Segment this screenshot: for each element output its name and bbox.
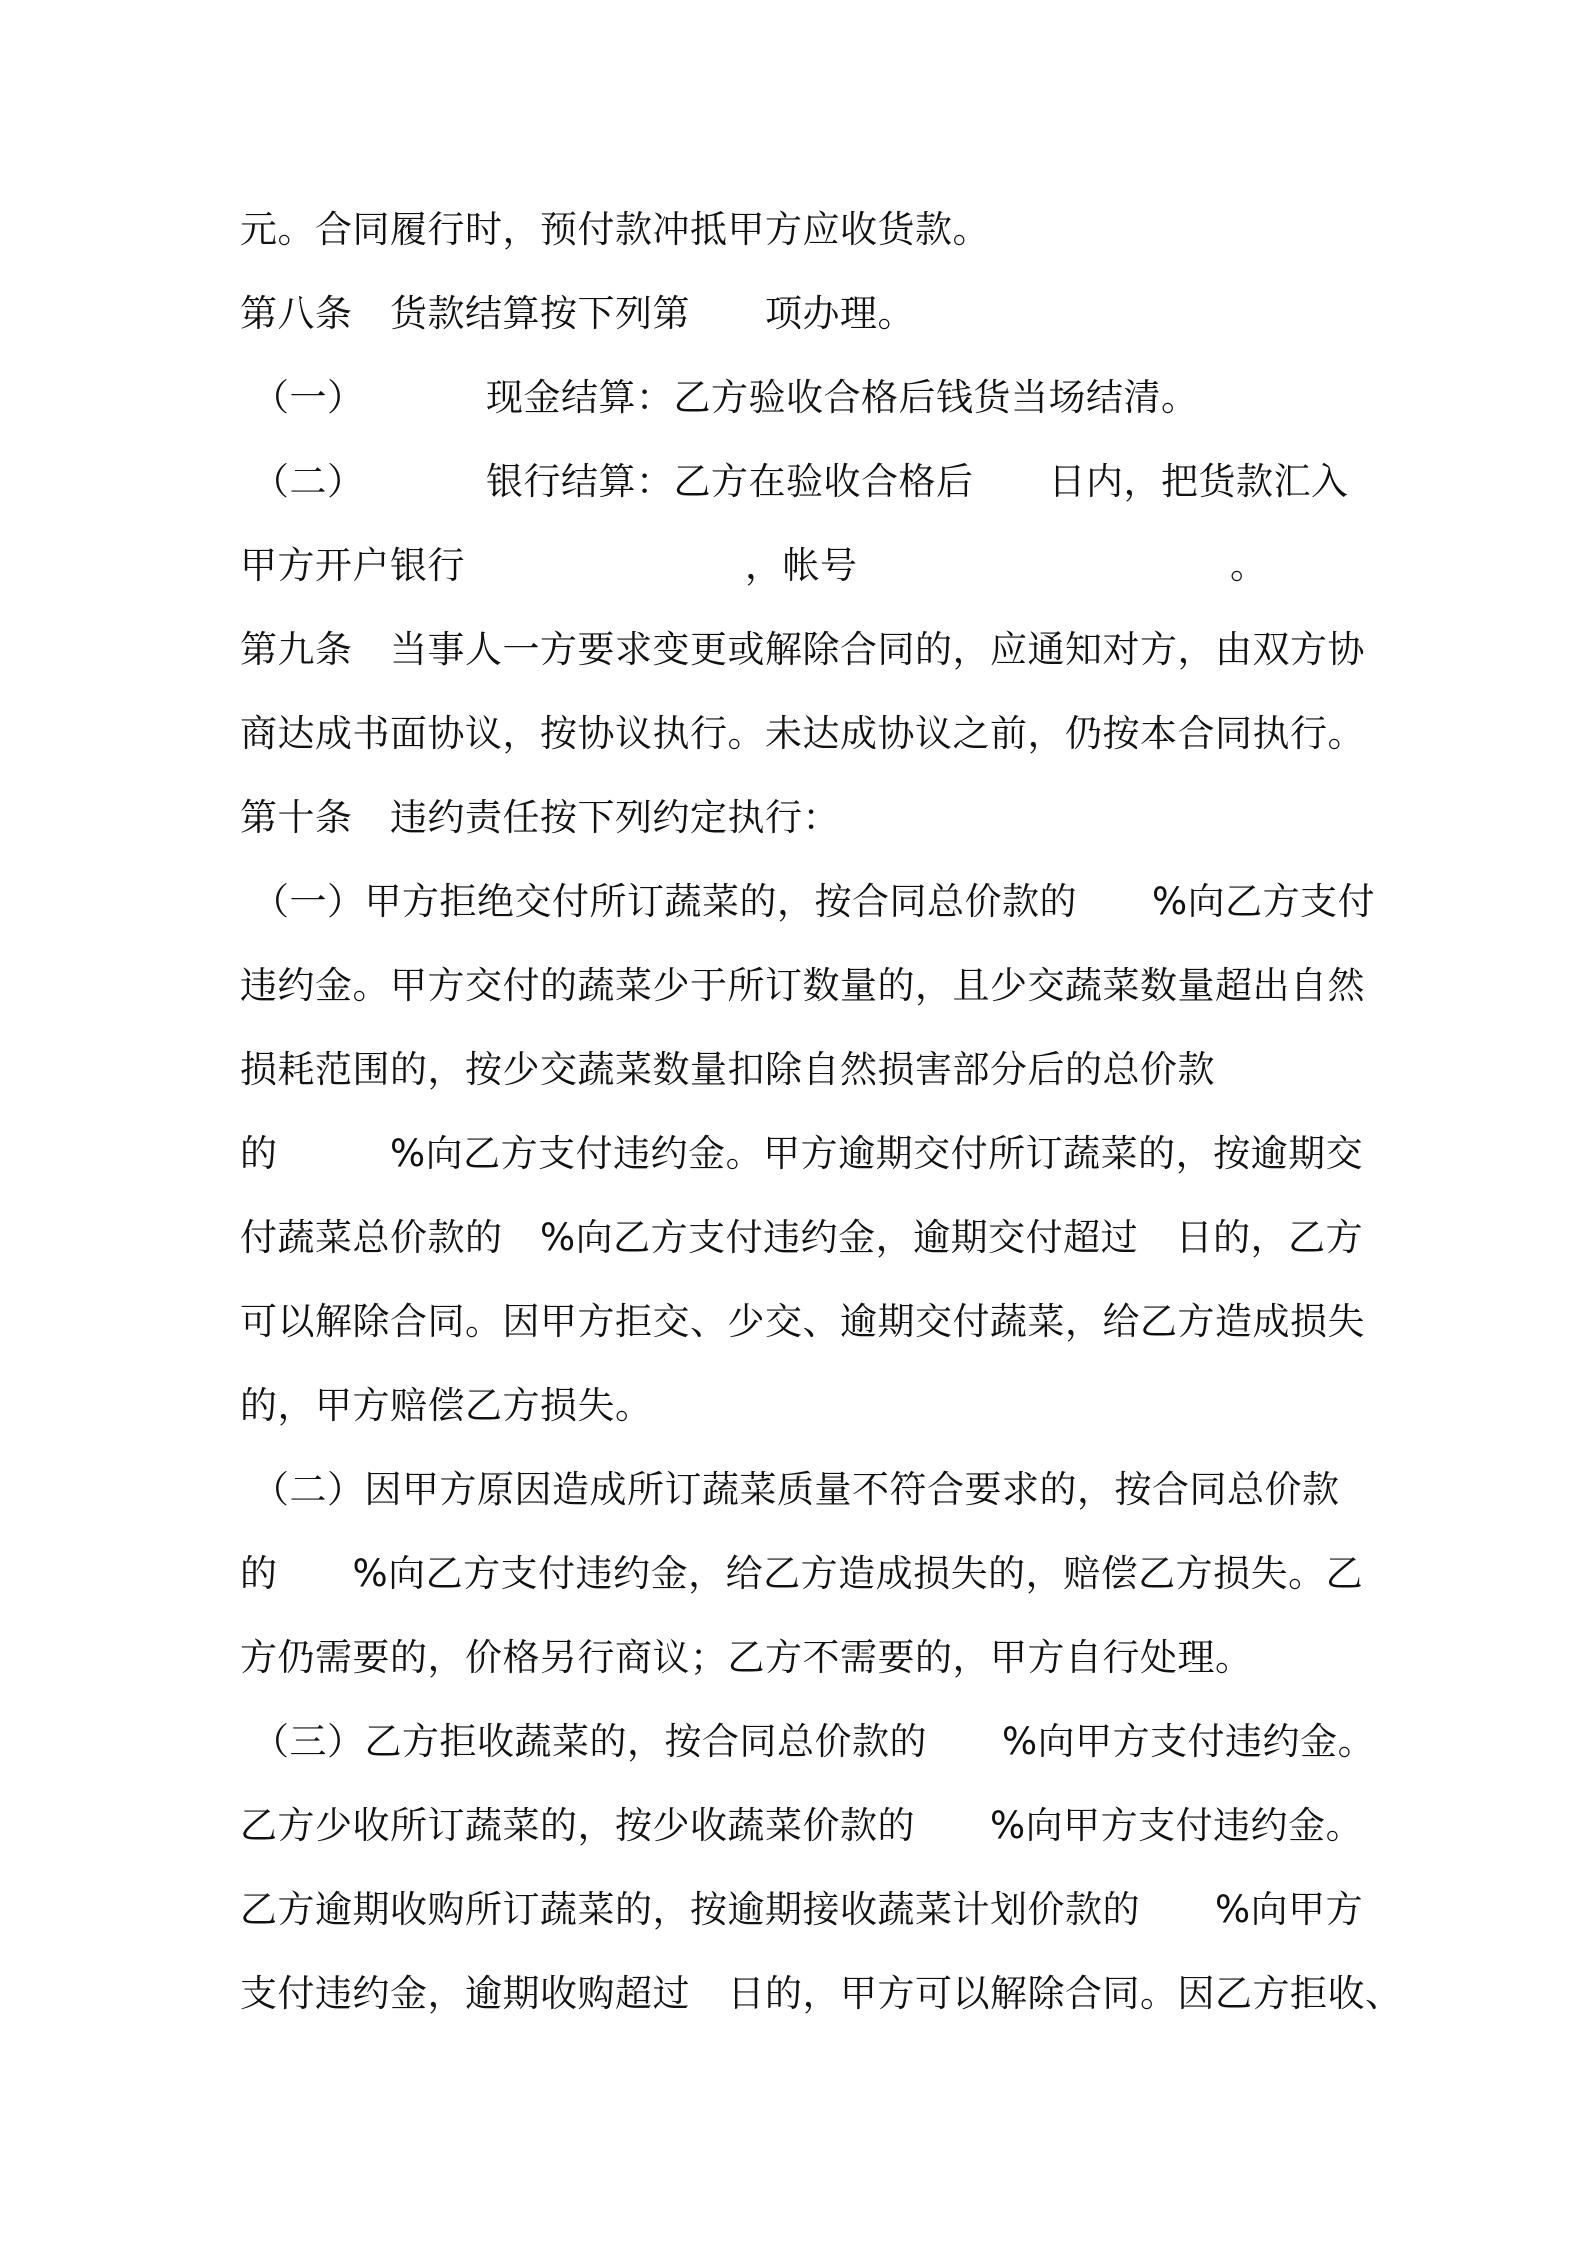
clause-10-1-line-1: （一）甲方拒绝交付所订蔬菜的，按合同总价款的 %向乙方支付 <box>252 880 1376 923</box>
bank-account-line <box>240 542 1360 590</box>
clause-text: 现金结算：乙方验收合格后钱货当场结清。 <box>486 376 1199 419</box>
clause-10-3-line-2: 乙方少收所订蔬菜的，按少收蔬菜价款的 %向甲方支付违约金。 <box>240 1804 1364 1847</box>
clause-10-1-line-6: 可以解除合同。因甲方拒交、少交、逾期交付蔬菜，给乙方造成损失 <box>240 1300 1365 1343</box>
clause-10-2-line-3: 方仍需要的，价格另行商议；乙方不需要的，甲方自行处理。 <box>240 1636 1253 1679</box>
clause-10-1-line-3: 损耗范围的，按少交蔬菜数量扣除自然损害部分后的总价款 <box>240 1048 1215 1091</box>
end-period: 。 <box>1230 544 1268 587</box>
article-9-line-2: 商达成书面协议，按协议执行。未达成协议之前，仍按本合同执行。 <box>240 712 1365 755</box>
clause-10-1-line-4: 的 %向乙方支付违约金。甲方逾期交付所订蔬菜的，按逾期交 <box>240 1132 1364 1175</box>
clause-text: 银行结算：乙方在验收合格后 日内，把货款汇入 <box>486 460 1349 503</box>
clause-10-2-line-2: 的 %向乙方支付违约金，给乙方造成损失的，赔偿乙方损失。乙 <box>240 1552 1364 1595</box>
clause-10-2-line-1: （二）因甲方原因造成所订蔬菜质量不符合要求的，按合同总价款 <box>252 1468 1340 1511</box>
clause-10-3-line-4: 支付违约金，逾期收购超过 日的，甲方可以解除合同。因乙方拒收、 <box>240 1972 1403 2015</box>
clause-10-1-line-7: 的，甲方赔偿乙方损失。 <box>240 1384 653 1427</box>
clause-10-1-line-2: 违约金。甲方交付的蔬菜少于所订数量的，且少交蔬菜数量超出自然 <box>240 964 1365 1007</box>
clause-8-1 <box>240 374 1360 422</box>
clause-number: （二） <box>252 460 365 503</box>
text-line-1: 元。合同履行时，预付款冲抵甲方应收货款。 <box>240 208 990 251</box>
clause-10-3-line-1: （三）乙方拒收蔬菜的，按合同总价款的 %向甲方支付违约金。 <box>252 1720 1376 1763</box>
account-label: ，帐号 <box>745 544 858 587</box>
clause-10-3-line-3: 乙方逾期收购所订蔬菜的，按逾期接收蔬菜计划价款的 %向甲方 <box>240 1888 1364 1931</box>
clause-10-1-line-5: 付蔬菜总价款的 %向乙方支付违约金，逾期交付超过 日的，乙方 <box>240 1216 1364 1259</box>
clause-8-2 <box>240 458 1360 506</box>
article-9-line-1: 第九条 当事人一方要求变更或解除合同的，应通知对方，由双方协 <box>240 628 1365 671</box>
article-10-heading: 第十条 违约责任按下列约定执行： <box>240 796 840 839</box>
clause-number: （一） <box>252 376 365 419</box>
article-8-heading: 第八条 货款结算按下列第 项办理。 <box>240 292 915 335</box>
bank-label: 甲方开户银行 <box>240 544 465 587</box>
